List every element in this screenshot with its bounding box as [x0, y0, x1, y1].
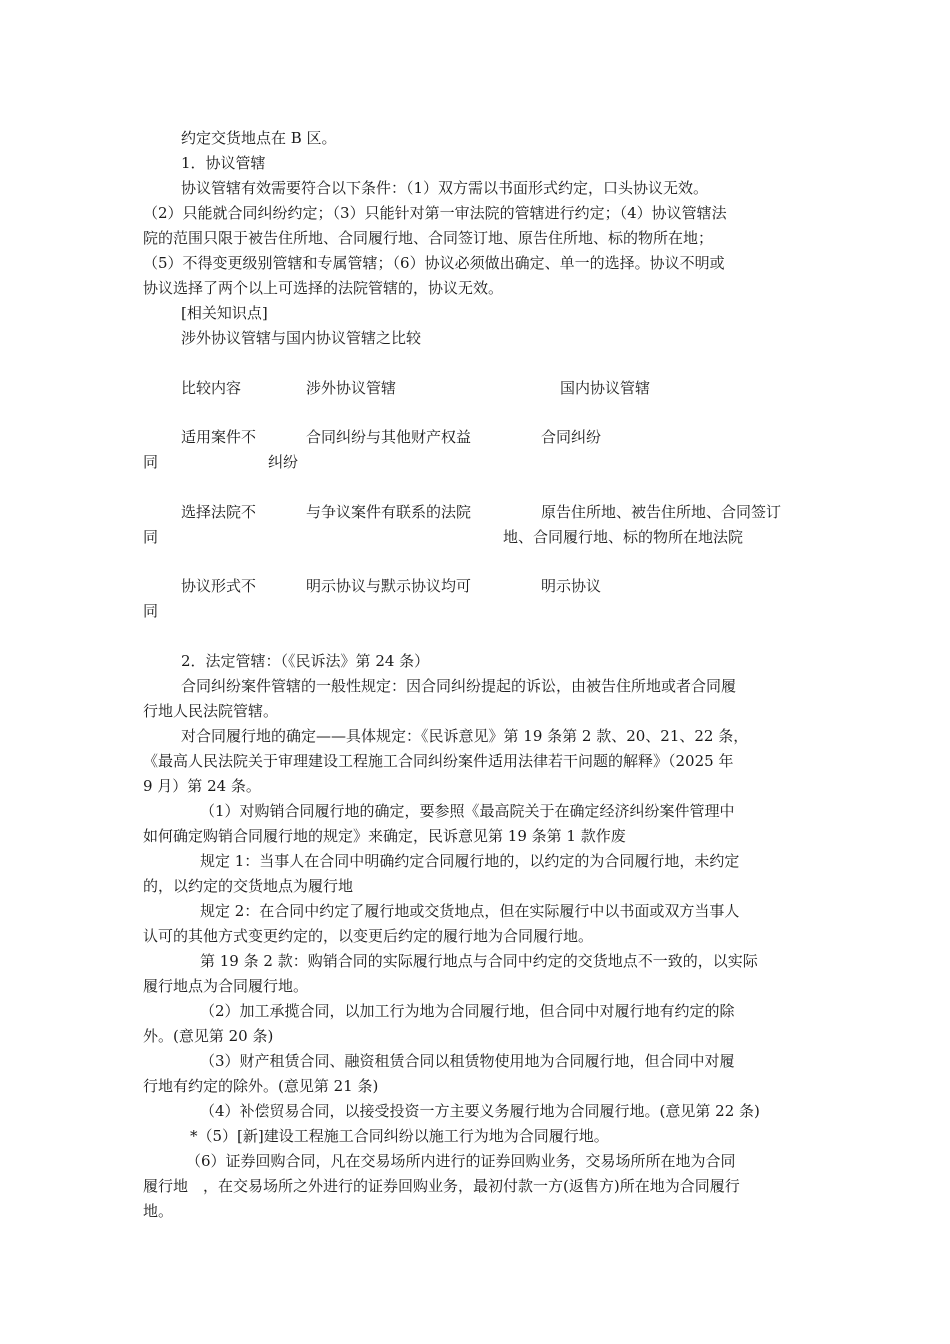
- table-cell: 地、合同履行地、标的物所在地法院: [503, 528, 744, 546]
- table-cell: 选择法院不: [181, 503, 257, 521]
- body-line: （5）不得变更级别管辖和专属管辖；（6）协议必须做出确定、单一的选择。协议不明或: [143, 254, 725, 272]
- body-line: 协议选择了两个以上可选择的法院管辖的，协议无效。: [143, 279, 504, 297]
- body-line: 外。(意见第 20 条): [143, 1027, 274, 1045]
- knowledge-label: [相关知识点]: [181, 304, 268, 322]
- body-line: 履行地 ，在交易场所之外进行的证券回购业务，最初付款一方(返售方)所在地为合同履行: [143, 1177, 740, 1195]
- body-line: （1）对购销合同履行地的确定，要参照《最高院关于在确定经济纠纷案件管理中: [200, 802, 735, 820]
- table-cell: 纠纷: [268, 453, 299, 471]
- section-heading: 1．协议管辖: [181, 154, 266, 172]
- table-cell: 同: [143, 528, 159, 546]
- table-header-cell: 国内协议管辖: [560, 379, 651, 397]
- body-line: （3）财产租赁合同、融资租赁合同以租赁物使用地为合同履行地，但合同中对履: [200, 1052, 735, 1070]
- table-cell: 同: [143, 602, 159, 620]
- body-line: 9 月）第 24 条。: [143, 777, 261, 795]
- table-cell: 适用案件不: [181, 428, 257, 446]
- body-line: 如何确定购销合同履行地的规定》来确定，民诉意见第 19 条第 1 款作废: [143, 827, 626, 845]
- body-line: 协议管辖有效需要符合以下条件：（1）双方需以书面形式约定，口头协议无效。: [181, 179, 709, 197]
- body-line: （6）证券回购合同，凡在交易场所内进行的证券回购业务，交易场所所在地为合同: [186, 1152, 736, 1170]
- body-line: （4）补偿贸易合同，以接受投资一方主要义务履行地为合同履行地。(意见第 22 条): [200, 1102, 760, 1120]
- body-line: （2）只能就合同纠纷约定；（3）只能针对第一审法院的管辖进行约定；（4）协议管辖法: [143, 204, 727, 222]
- body-line: 规定 1：当事人在合同中明确约定合同履行地的，以约定的为合同履行地，未约定: [200, 852, 740, 870]
- body-line: 认可的其他方式变更约定的，以变更后约定的履行地为合同履行地。: [143, 927, 594, 945]
- table-cell: 原告住所地、被告住所地、合同签订: [541, 503, 782, 521]
- body-line: 合同纠纷案件管辖的一般性规定：因合同纠纷提起的诉讼，由被告住所地或者合同履: [181, 677, 737, 695]
- table-cell: 明示协议与默示协议均可: [306, 577, 472, 595]
- table-cell: 协议形式不: [181, 577, 257, 595]
- table-caption: 涉外协议管辖与国内协议管辖之比较: [181, 329, 422, 347]
- body-line: *（5）[新]建设工程施工合同纠纷以施工行为地为合同履行地。: [190, 1127, 609, 1145]
- body-line: （2）加工承揽合同，以加工行为地为合同履行地，但合同中对履行地有约定的除: [200, 1002, 735, 1020]
- body-line: 规定 2：在合同中约定了履行地或交货地点，但在实际履行中以书面或双方当事人: [200, 902, 740, 920]
- table-cell: 同: [143, 453, 159, 471]
- body-line: 行地有约定的除外。(意见第 21 条): [143, 1077, 379, 1095]
- body-line: 《最高人民法院关于审理建设工程施工合同纠纷案件适用法律若干问题的解释》（2025 年: [143, 752, 734, 770]
- body-line: 履行地点为合同履行地。: [143, 977, 309, 995]
- table-cell: 合同纠纷与其他财产权益: [306, 428, 472, 446]
- body-line: 第 19 条 2 款：购销合同的实际履行地点与合同中约定的交货地点不一致的，以实际: [200, 952, 758, 970]
- section-heading: 2．法定管辖：（《民诉法》第 24 条）: [181, 652, 430, 670]
- table-header-cell: 比较内容: [181, 379, 242, 397]
- table-cell: 合同纠纷: [541, 428, 602, 446]
- table-cell: 明示协议: [541, 577, 602, 595]
- body-line: 对合同履行地的确定——具体规定：《民诉意见》第 19 条第 2 款、20、21、22 条，: [181, 727, 749, 745]
- table-cell: 与争议案件有联系的法院: [306, 503, 472, 521]
- body-line: 的，以约定的交货地点为履行地: [143, 877, 354, 895]
- body-line: 地。: [143, 1202, 174, 1220]
- body-line: 行地人民法院管辖。: [143, 702, 279, 720]
- table-header-cell: 涉外协议管辖: [306, 379, 397, 397]
- body-line: 院的范围只限于被告住所地、合同履行地、合同签订地、原告住所地、标的物所在地；: [143, 229, 714, 247]
- body-line: 约定交货地点在 B 区。: [181, 129, 337, 147]
